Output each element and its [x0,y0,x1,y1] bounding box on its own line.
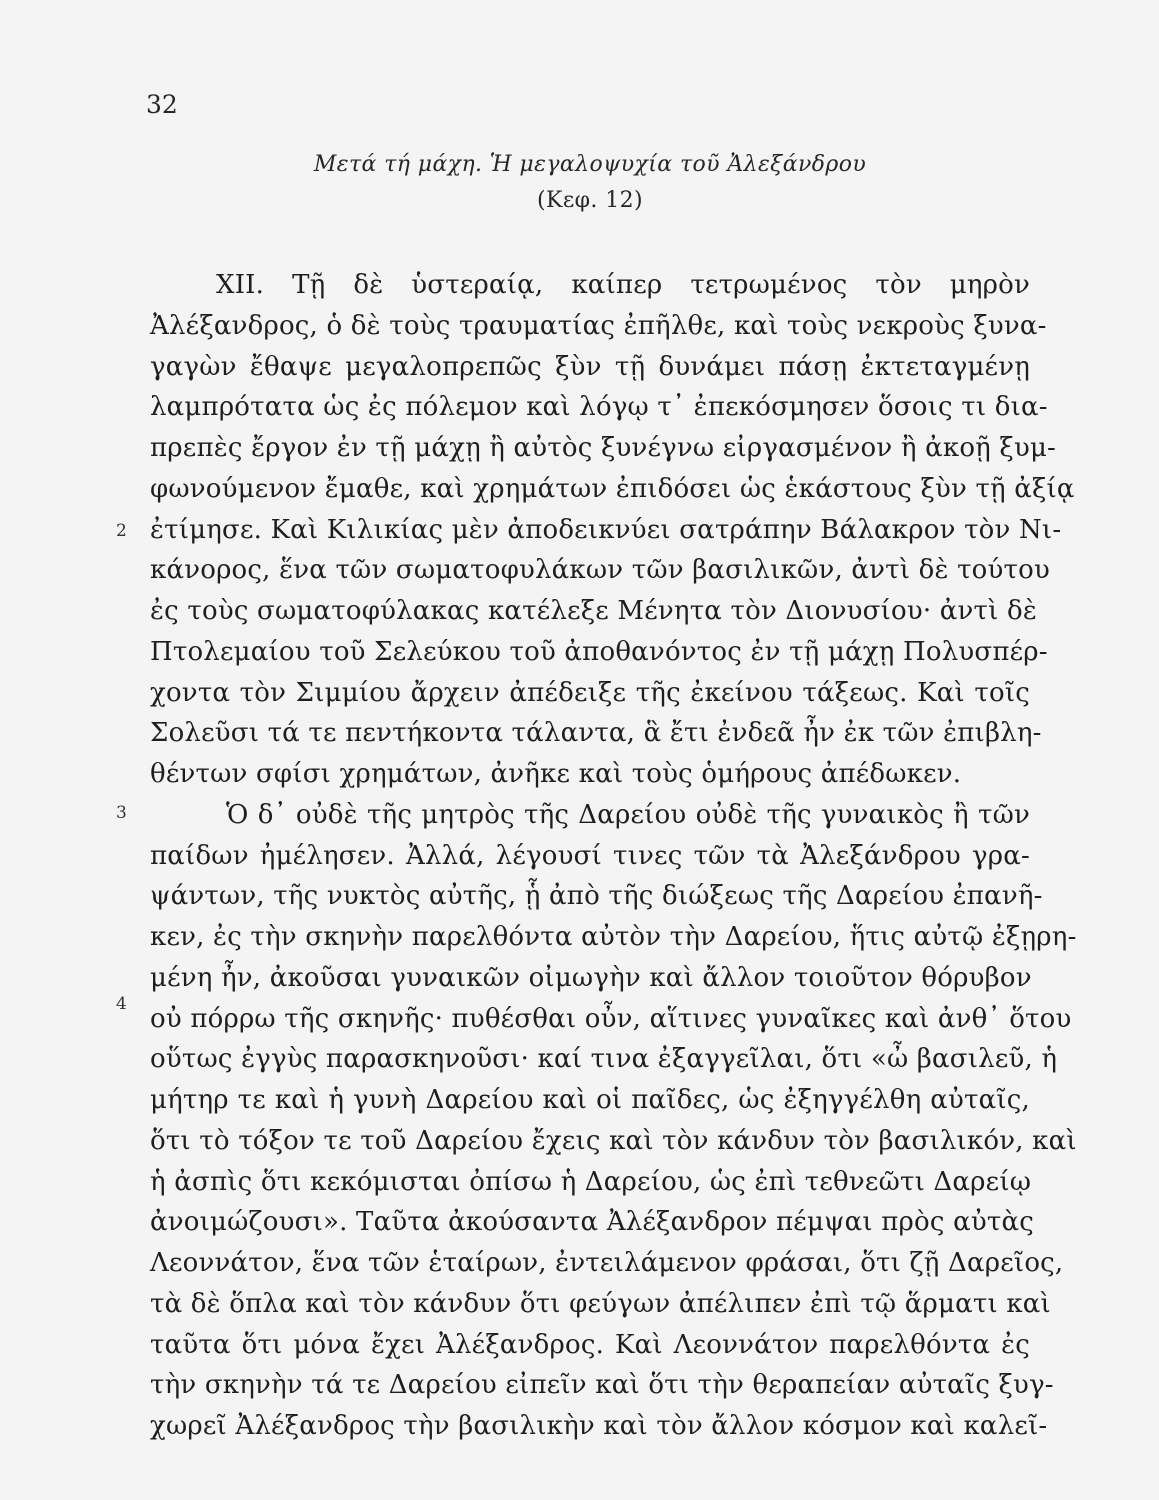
text-line: ταῦτα ὅτι μόνα ἔχει Ἀλέξανδρος. Καὶ Λεοννάτον παρελθόντα ἐς [150,1329,1030,1360]
text-line: Ἀλέξανδρος, ὁ δὲ τοὺς τραυματίας ἐπῆλθε, καὶ τοὺς νεκροὺς ξυνα- [150,310,1047,341]
text-line: Σολεῦσι τά τε πεντήκοντα τάλαντα, ἃ ἔτι ἐνδεᾶ ἦν ἐκ τῶν ἐπιβλη- [150,718,1042,749]
text-line: ΧΙΙ. Τῇ δὲ ὑστεραίᾳ, καίπερ τετρωμένος τὸν μηρὸν [216,270,1030,300]
page-number: 32 [146,90,178,119]
text-line: τὰ δὲ ὅπλα καὶ τὸν κάνδυν ὅτι φεύγων ἀπέλιπεν ἐπὶ τῷ ἅρματι καὶ [150,1288,1051,1319]
text-line: ἡ ἀσπὶς ὅτι κεκόμισται ὀπίσω ἡ Δαρείου, ὡς ἐπὶ τεθνεῶτι Δαρείῳ [150,1166,1032,1197]
text-line: κάνορος, ἕνα τῶν σωματοφυλάκων τῶν βασιλικῶν, ἀντὶ δὲ τούτου [150,555,1050,586]
text-line: τὴν σκηνὴν τά τε Δαρείου εἰπεῖν καὶ ὅτι τὴν θεραπείαν αὐταῖς ξυγ- [150,1370,1054,1401]
text-line: πρεπὲς ἔργον ἐν τῇ μάχῃ ἢ αὐτὸς ξυνέγνω εἰργασμένον ἢ ἀκοῇ ξυμ- [150,433,1057,463]
text-line: θέντων σφίσι χρημάτων, ἀνῆκε καὶ τοὺς ὁμήρους ἀπέδωκεν. [150,759,962,789]
chapter-reference: (Κεφ. 12) [537,188,643,213]
text-line: ἐς τοὺς σωματοφύλακας κατέλεξε Μένητα τὸν Διονυσίου· ἀντὶ δὲ [150,596,1037,626]
text-line: οὕτως ἐγγὺς παρασκηνοῦσι· καί τινα ἐξαγγεῖλαι, ὅτι «ὦ βασιλεῦ, ἡ [150,1044,1058,1075]
text-line: κεν, ἐς τὴν σκηνὴν παρελθόντα αὐτὸν τὴν Δαρείου, ἥτις αὐτῷ ἐξῃρη- [150,922,1077,952]
text-line: οὐ πόρρω τῆς σκηνῆς· πυθέσθαι οὖν, αἵτινες γυναῖκες καὶ ἀνθ᾿ ὅτου [150,1003,1072,1034]
text-line: ὅτι τὸ τόξον τε τοῦ Δαρείου ἔχεις καὶ τὸν κάνδυν τὸν βασιλικόν, καὶ [150,1125,1077,1156]
text-line: Πτολεμαίου τοῦ Σελεύκου τοῦ ἀποθανόντος ἐν τῇ μάχῃ Πολυσπέρ- [150,636,1048,667]
text-line: χωρεῖ Ἀλέξανδρος τὴν βασιλικὴν καὶ τὸν ἄλλον κόσμον καὶ καλεῖ- [150,1411,1048,1441]
margin-paragraph-number: 4 [116,994,127,1014]
text-line: γαγὼν ἔθαψε μεγαλοπρεπῶς ξὺν τῇ δυνάμει πάσῃ ἐκτεταγμένῃ [150,351,1030,382]
text-line: μήτηρ τε καὶ ἡ γυνὴ Δαρείου καὶ οἱ παῖδες, ὡς ἐξηγγέλθη αὐταῖς, [150,1085,1030,1115]
text-line: ἀνοιμώζουσι». Ταῦτα ἀκούσαντα Ἀλέξανδρον πέμψαι πρὸς αὐτὰς [150,1207,1034,1238]
text-line: Ὁ δ᾿ οὐδὲ τῆς μητρὸς τῆς Δαρείου οὐδὲ τῆς γυναικὸς ἢ τῶν [226,799,1030,830]
text-line: Λεοννάτον, ἕνα τῶν ἑταίρων, ἐντειλάμενον φράσαι, ὅτι ζῇ Δαρεῖος, [150,1248,1064,1278]
text-line: φωνούμενον ἔμαθε, καὶ χρημάτων ἐπιδόσει ὡς ἑκάστους ξὺν τῇ ἀξίᾳ [150,473,1075,504]
text-line: χοντα τὸν Σιμμίου ἄρχειν ἀπέδειξε τῆς ἐκείνου τάξεως. Καὶ τοῖς [150,677,1030,708]
margin-paragraph-number: 2 [116,521,127,541]
margin-paragraph-number: 3 [116,803,127,823]
text-line: ψάντων, τῆς νυκτὸς αὐτῆς, ᾗ ἀπὸ τῆς διώξεως τῆς Δαρείου ἐπανῆ- [150,881,1043,912]
text-line: λαμπρότατα ὡς ἐς πόλεμον καὶ λόγῳ τ᾿ ἐπεκόσμησεν ὅσοις τι δια- [150,392,1048,423]
section-title: Μετά τή μάχη. Ἡ μεγαλοψυχία τοῦ Ἀλεξάνδρου [313,152,867,177]
text-line: ἐτίμησε. Καὶ Κιλικίας μὲν ἀποδεικνύει σατράπην Βάλακρον τὸν Νι- [150,514,1062,545]
main-text [150,265,1077,1447]
text-line: παίδων ἠμέλησεν. Ἀλλά, λέγουσί τινες τῶν τὰ Ἀλεξάνδρου γρα- [150,840,1030,871]
text-line: μένη ἦν, ἀκοῦσαι γυναικῶν οἰμωγὴν καὶ ἄλλον τοιοῦτον θόρυβον [150,962,1032,993]
